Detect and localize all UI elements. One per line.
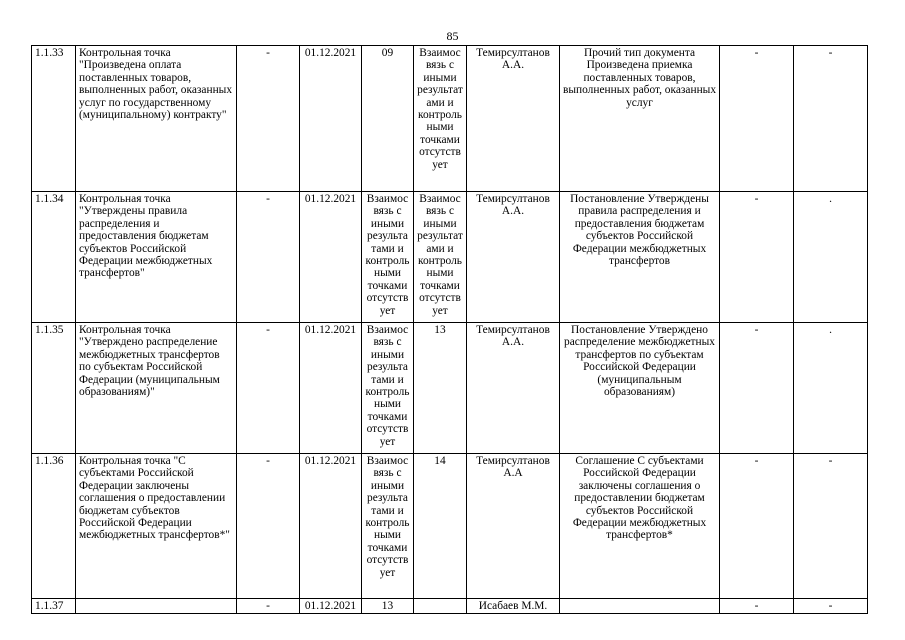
cell-dash: -: [237, 192, 300, 323]
document-description: Соглашение С субъектами Российской Федерации заключены соглашения о предоставлении бюджетам субъектов Российской Федерации межбюджетных трансфертов*: [560, 454, 720, 599]
relation-cell: Взаимосвязь с иными результатами и контрольными точками отсутствует: [362, 192, 414, 323]
responsible-person: Темирсултанов А.А.: [467, 192, 560, 323]
control-point-name: Контрольная точка "Утверждены правила распределения и предоставления бюджетам субъектов Российской Федерации межбюджетных трансфертов": [76, 192, 237, 323]
cell-dash: .: [794, 323, 868, 454]
table-row: [32, 454, 868, 599]
cell-dash: -: [237, 599, 300, 614]
cell-dash: -: [720, 192, 794, 323]
cell-dash: -: [237, 46, 300, 192]
document-description: Прочий тип документа Произведена приемка поставленных товаров, выполненных работ, оказанных услуг: [560, 46, 720, 192]
row-number: 1.1.34: [32, 192, 76, 323]
relation-cell: 13: [414, 323, 467, 454]
control-points-table: [31, 45, 868, 614]
relation-cell: Взаимосвязь с иными результатами и контрольными точками отсутствует: [414, 46, 467, 192]
table-row: [32, 323, 868, 454]
relation-cell: Взаимосвязь с иными результатами и контрольными точками отсутствует: [362, 323, 414, 454]
responsible-person: Темирсултанов А.А.: [467, 46, 560, 192]
cell-dash: -: [237, 454, 300, 599]
row-number: 1.1.33: [32, 46, 76, 192]
table-row: [32, 192, 868, 323]
date-cell: 01.12.2021: [300, 192, 362, 323]
control-point-name: [76, 599, 237, 614]
date-cell: 01.12.2021: [300, 46, 362, 192]
date-cell: 01.12.2021: [300, 599, 362, 614]
relation-cell: Взаимосвязь с иными результатами и контрольными точками отсутствует: [414, 192, 467, 323]
relation-cell: 13: [362, 599, 414, 614]
document-description: Постановление Утверждено распределение межбюджетных трансфертов по субъектам Российской Федерации (муниципальным образованиям): [560, 323, 720, 454]
row-number: 1.1.37: [32, 599, 76, 614]
responsible-person: Исабаев М.М.: [467, 599, 560, 614]
date-cell: 01.12.2021: [300, 454, 362, 599]
relation-cell: Взаимосвязь с иными результатами и контрольными точками отсутствует: [362, 454, 414, 599]
relation-cell: 14: [414, 454, 467, 599]
responsible-person: Темирсултанов А.А.: [467, 323, 560, 454]
cell-dash: .: [794, 192, 868, 323]
control-point-name: Контрольная точка "С субъектами Российской Федерации заключены соглашения о предоставлении бюджетам субъектов Российской Федерации межбюджетных трансфертов*": [76, 454, 237, 599]
row-number: 1.1.36: [32, 454, 76, 599]
page-number: 85: [446, 29, 459, 43]
control-point-name: Контрольная точка "Утверждено распределение межбюджетных трансфертов по субъектам Российской Федерации (муниципальным образованиям)": [76, 323, 237, 454]
control-point-name: Контрольная точка "Произведена оплата поставленных товаров, выполненных работ, оказанных услуг по государственному (муниципальному) контракту": [76, 46, 237, 192]
relation-cell: 09: [362, 46, 414, 192]
cell-dash: -: [794, 454, 868, 599]
cell-dash: -: [720, 599, 794, 614]
table-row: [32, 46, 868, 192]
cell-dash: -: [794, 599, 868, 614]
date-cell: 01.12.2021: [300, 323, 362, 454]
row-number: 1.1.35: [32, 323, 76, 454]
cell-dash: -: [720, 323, 794, 454]
cell-dash: -: [794, 46, 868, 192]
cell-dash: -: [720, 46, 794, 192]
document-description: Постановление Утверждены правила распределения и предоставления бюджетам субъектов Российской Федерации межбюджетных трансфертов: [560, 192, 720, 323]
responsible-person: Темирсултанов А.А: [467, 454, 560, 599]
document-description: [560, 599, 720, 614]
cell-dash: -: [237, 323, 300, 454]
table-row: [32, 599, 868, 614]
relation-cell: [414, 599, 467, 614]
cell-dash: -: [720, 454, 794, 599]
